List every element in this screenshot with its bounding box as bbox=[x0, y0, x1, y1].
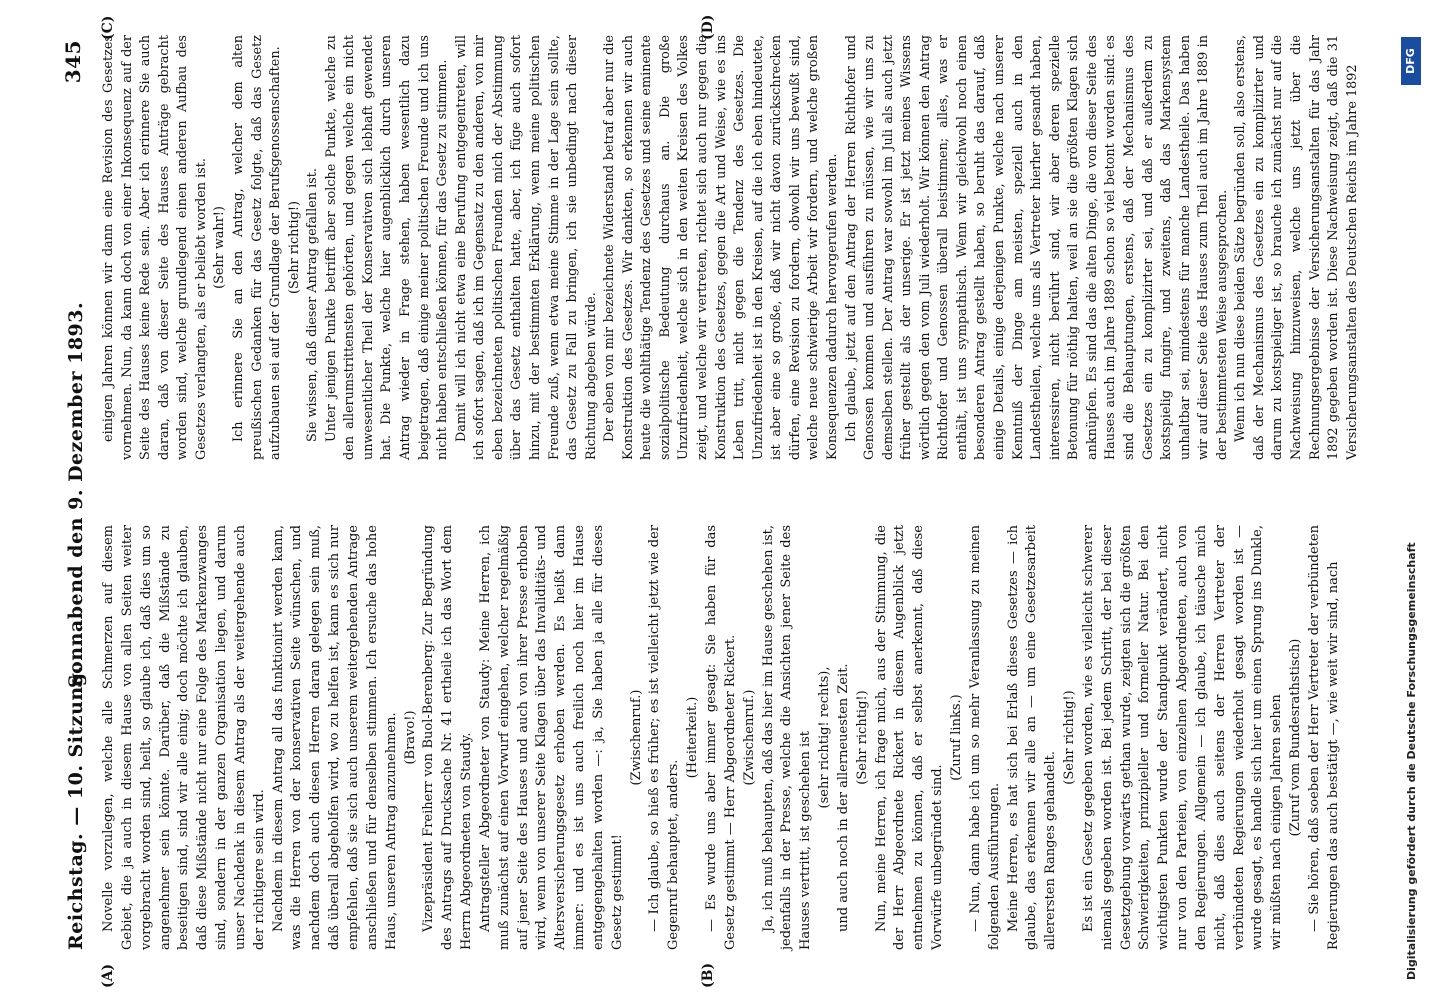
margin-letter-b: (B) bbox=[700, 962, 716, 988]
paragraph: Es ist ein Gesetz gegeben worden, wie es vielleicht schwerer niemals gegeben worden ist. Bei jedem Schritt, der bei dieser Gesetzgebung vorwärts gethan wurde, zeigten sich die größten Schwierigkeiten, prinzipieller und formeller Natur. Bei den wichtigsten Punkten wurde der Standpunkt verändert, nicht nur von den Parteien, von einzelnen Abgeordneten, auch von den Regierungen. Allgemein — ich glaube, ich täusche mich nicht, daß dies auch seitens der Herren Vertreter der verbündeten Regierungen wiederholt gesagt worden ist — wurde gesagt, es handle sich hier um einen Sprung ins Dunkle, wir müßten nach einigen Jahren sehen bbox=[1080, 525, 1285, 950]
paragraph: Ja, ich muß behaupten, daß das hier im Hause geschehen ist, jedenfalls in der Presse, welche die Ansichten jener Seite des Hauses vertritt, ist geschehen ist bbox=[760, 525, 814, 950]
paragraph: Antragsteller Abgeordneter von Staudy: Meine Herren, ich muß zunächst auf einen Vorwurf eingehen, welcher regelmäßig auf jener Seite des Hauses und auch von ihrer Presse erhoben wird, wenn von unserer Seite Klagen über das Invaliditäts- und Altersversicherungsgesetz erhoben werden. Es heißt dann immer: und es ist uns auch freilich noch hier im Hause entgegengehalten worden —: ja, Sie haben ja alle für dieses Gesetz gestimmt! bbox=[477, 525, 625, 950]
paragraph: und auch noch in der allerneuesten Zeit. bbox=[835, 663, 851, 932]
paragraph: Ich erinnere Sie an den Antrag, welcher dem alten preußischen Gedanken für das Gesetz folgte, daß das Gesetz aufzubauen sei auf der Grundlage der Berufsgenossenschaften. bbox=[230, 35, 284, 460]
paragraph: Wenn ich nun diese beiden Sätze begründen soll, also erstens, daß der Mechanismus des Gesetzes ein zu komplizirter und darum zu kostspieliger ist, so brauche ich zunächst nur auf die Nachweisung hinzuweisen, welche uns jetzt über die Rechnungsergebnisse der Versicherungsanstalten für das Jahr 1892 gegeben worden ist. Diese Nachweisung zeigt, daß die 31 Versicherungsanstalten des Deutschen Reichs im Jahre 1892 bbox=[1233, 35, 1360, 460]
digitization-footer bbox=[1395, 0, 1432, 1000]
paragraph: Sie wissen, daß dieser Antrag gefallen ist. bbox=[305, 168, 321, 442]
paragraph: (Zwischenruf.) bbox=[741, 689, 757, 786]
header-left: Reichstag. — 10. Sitzung. bbox=[65, 665, 87, 950]
paragraph: Novelle vorzulegen, welche alle Schmerzen auf diesem Gebiet, die ja auch in diesem Hause von allen Seiten weiter vorgebracht worden sind, heilt, so glaube ich, daß dies um so angenehmer sein könnte. Darüber, daß die Mißstände zu beseitigen sind, sind wir alle einig; doch möchte ich glauben, daß diese Mißstände nicht nur eine Folge des Markenzwanges sind, sondern in der ganzen Organisation liegen, und darum unser Nachdenk in diesem Antrag als der weitergehende auch der richtigere sein wird. bbox=[101, 525, 267, 950]
paragraph: (Zwischenruf.) bbox=[628, 689, 644, 786]
paragraph: Nun, meine Herren, ich frage mich, aus der Stimmung, die der Herr Abgeordnete Rickert in diesem Augenblick jetzt entnehmen zu können, daß er selbst anerkennt, daß diese Vorwürfe unbegründet sind. bbox=[873, 525, 946, 950]
paragraph: Nachdem in diesem Antrag all das funktionirt werden kann, was die Herren von der konservativen Seite wünschen, und nachdem doch auch diesen Herren daran gelegen sein muß, daß überall abgeholfen wird, wo zu helfen ist, kann es sich nur empfehlen, daß sie sich auch unserem weitergehenden Antrage anschließen und für denselben stimmen. Ich ersuche das hohe Haus, unseren Antrag anzunehmen. bbox=[270, 525, 399, 950]
paragraph: (Sehr richtig!) bbox=[854, 690, 870, 785]
margin-letter-a: (A) bbox=[100, 963, 116, 988]
dfg-logo: DFG bbox=[1401, 37, 1421, 85]
paragraph: (Sehr wahr!) bbox=[212, 206, 228, 289]
paragraph: (Zuruf links.) bbox=[948, 694, 964, 781]
page-number: 345 bbox=[61, 40, 85, 84]
paragraph: (Heiterkeit.) bbox=[685, 696, 701, 779]
paragraph: Unter jenigen Punkte betrifft aber solche Punkte, welche zu den allerumstrittensten gehörten, und gegen welche ein nicht unwesentlicher Theil der Konservativen sich lebhaft gewendet hat. Die Punkte, welche hier augenblicklich durch unseren Antrag wieder in Frage stehen, haben wesentlich dazu beigetragen, daß einige meiner politischen Freunde und ich uns nicht haben entschließen können, für das Gesetz zu stimmen. bbox=[323, 35, 451, 460]
header-center: Sonnabend den 9. Dezember 1893. bbox=[65, 301, 87, 689]
left-column bbox=[100, 525, 1344, 950]
paragraph: (sehr richtig! rechts), bbox=[817, 666, 833, 809]
paragraph: Meine Herren, es hat sich bei Erlaß dieses Gesetzes — ich glaube, das erkennen wir alle an — um eine Gesetzesarbeit allerersten Ranges gehandelt. bbox=[1005, 525, 1059, 950]
paragraph: Der eben von mir bezeichnete Widerstand betraf aber nur die Konstruktion des Gesetzes. Wir dankten, so erkennen wir auch heute die wohlthätige Tendenz des Gesetzes und seine eminente sozialpolitische Bedeutung durchaus an. Die große Unzufriedenheit, welche sich in den weiten Kreisen des Volkes zeigt, und welche wir vertreten, richtet sich auch nur gegen die Konstruktion des Gesetzes, gegen die Art und Weise, wie es ins Leben tritt, nicht gegen die Tendenz des Gesetzes. Die Unzufriedenheit ist in den Kreisen, auf die ich eben hindeutete, ist aber eine so große, daß wir nicht davon zurückschrecken dürfen, eine Revision zu fordern, obwohl wir uns bewußt sind, welche neue schwierige Arbeit wir fordern, und welche großen Konsequenzen dadurch hervorgerufen werden. bbox=[602, 35, 840, 460]
paragraph: — Nun, dann habe ich um so mehr Veranlassung zu meinen folgenden Ausführungen. bbox=[967, 525, 1002, 950]
paragraph: (Sehr richtig!) bbox=[286, 201, 302, 294]
margin-letter-d: (D) bbox=[700, 14, 716, 40]
paragraph: Damit will ich nicht etwa eine Berufung entgegentreten, will ich sofort sagen, daß ich im Gegensatz zu den anderen, von mir eben bezeichneten politischen Freunden mich der Abstimmung über das Gesetz enthalten hatte, aber, ich füge auch sofort hinzu, mit der bestimmten Erklärung, wenn meine politischen Freunde zuß, wenn etwa meine Stimme in der Lage sein sollte, das Gesetz zu Fall zu bringen, ich sie unbedingt nach dieser Richtung abgeben würde. bbox=[453, 35, 599, 460]
margin-letter-c: (C) bbox=[100, 15, 116, 40]
paragraph: (Bravo!) bbox=[402, 710, 418, 765]
page-header bbox=[55, 40, 95, 950]
paragraph: Vizepräsident Freiherr von Buol-Berenberg: Zur Begründung des Antrags auf Drucksache Nr. 41 ertheile ich das Wort dem Herrn Abgeordneten von Staudy. bbox=[421, 525, 475, 950]
paragraph: — Sie hören, daß soeben der Herr Vertreter der verbündeten Regierungen das auch bestätigt —, wie weit wir sind, nach bbox=[1307, 525, 1341, 950]
footer-text: Digitalisierung gefördert durch die Deutsche Forschungsgemeinschaft bbox=[1405, 542, 1418, 980]
paragraph: (Sehr richtig!) bbox=[1062, 690, 1078, 785]
paragraph: (Zuruf vom Bundesrathstisch) bbox=[1288, 638, 1304, 837]
paragraph: — Ich glaube, so hieß es früher; es ist vielleicht jetzt wie der Gegenruf behauptet, anders. bbox=[647, 525, 682, 950]
right-column bbox=[100, 35, 1362, 460]
paragraph: — Es wurde uns aber immer gesagt: Sie haben für das Gesetz gestimmt — Herr Abgeordneter Rickert. bbox=[704, 525, 738, 950]
paragraph: einigen Jahren können wir dann eine Revision des Gesetzes vornehmen. Nun, da kann doch von einer Inkonsequenz auf der Seite des Hauses keine Rede sein. Aber ich erinnere Sie auch daran, daß von dieser Seite des Hauses Anträge gebracht worden sind, welche grundlegend einen anderen Aufbau des Gesetzes verlangten, als er beliebt worden ist. bbox=[101, 35, 209, 460]
paragraph: Ich glaube, jetzt auf den Antrag der Herren Richthofer und Genossen kommen und ausführen zu müssen, wie wir uns zu demselben stellen. Der Antrag war sowohl im Juli als auch jetzt früher gestellt als der unserige. Er ist jetzt meines Wissens wörtlich gegen den vom Juli wiederholt. Wir können den Antrag Richthofer und Genossen überall beistimmen; alles, was er enthält, ist uns sympathisch. Wenn wir gleichwohl noch einen besonderen Antrag gestellt haben, so beruht das darauf, daß einige Details, einige derjenigen Punkte, welche nach unserer Kenntniß der Dinge am meisten, speziell auch in den Landestheilen, welche uns als Vertreter hierher gesandt haben, interessiren, nicht berührt sind, wir aber deren spezielle Betonung für nöthig halten, weil an sie die größten Klagen sich anknüpfen. Es sind das die alten Dinge, die von dieser Seite des Hauses auch im Jahre 1889 schon so viel betont worden sind: es sind die Behauptungen, erstens, daß der Mechanismus des Gesetzes ein zu komplizirter sei, und daß er außerdem zu kostspielig fungire, und zweitens, daß das Markensystem unhaltbar sei, mindestens für manche Landestheile. Das haben wir auf dieser Seite des Hauses zum Theil auch im Jahre 1889 in der bestimmtesten Weise ausgesprochen. bbox=[843, 35, 1230, 460]
